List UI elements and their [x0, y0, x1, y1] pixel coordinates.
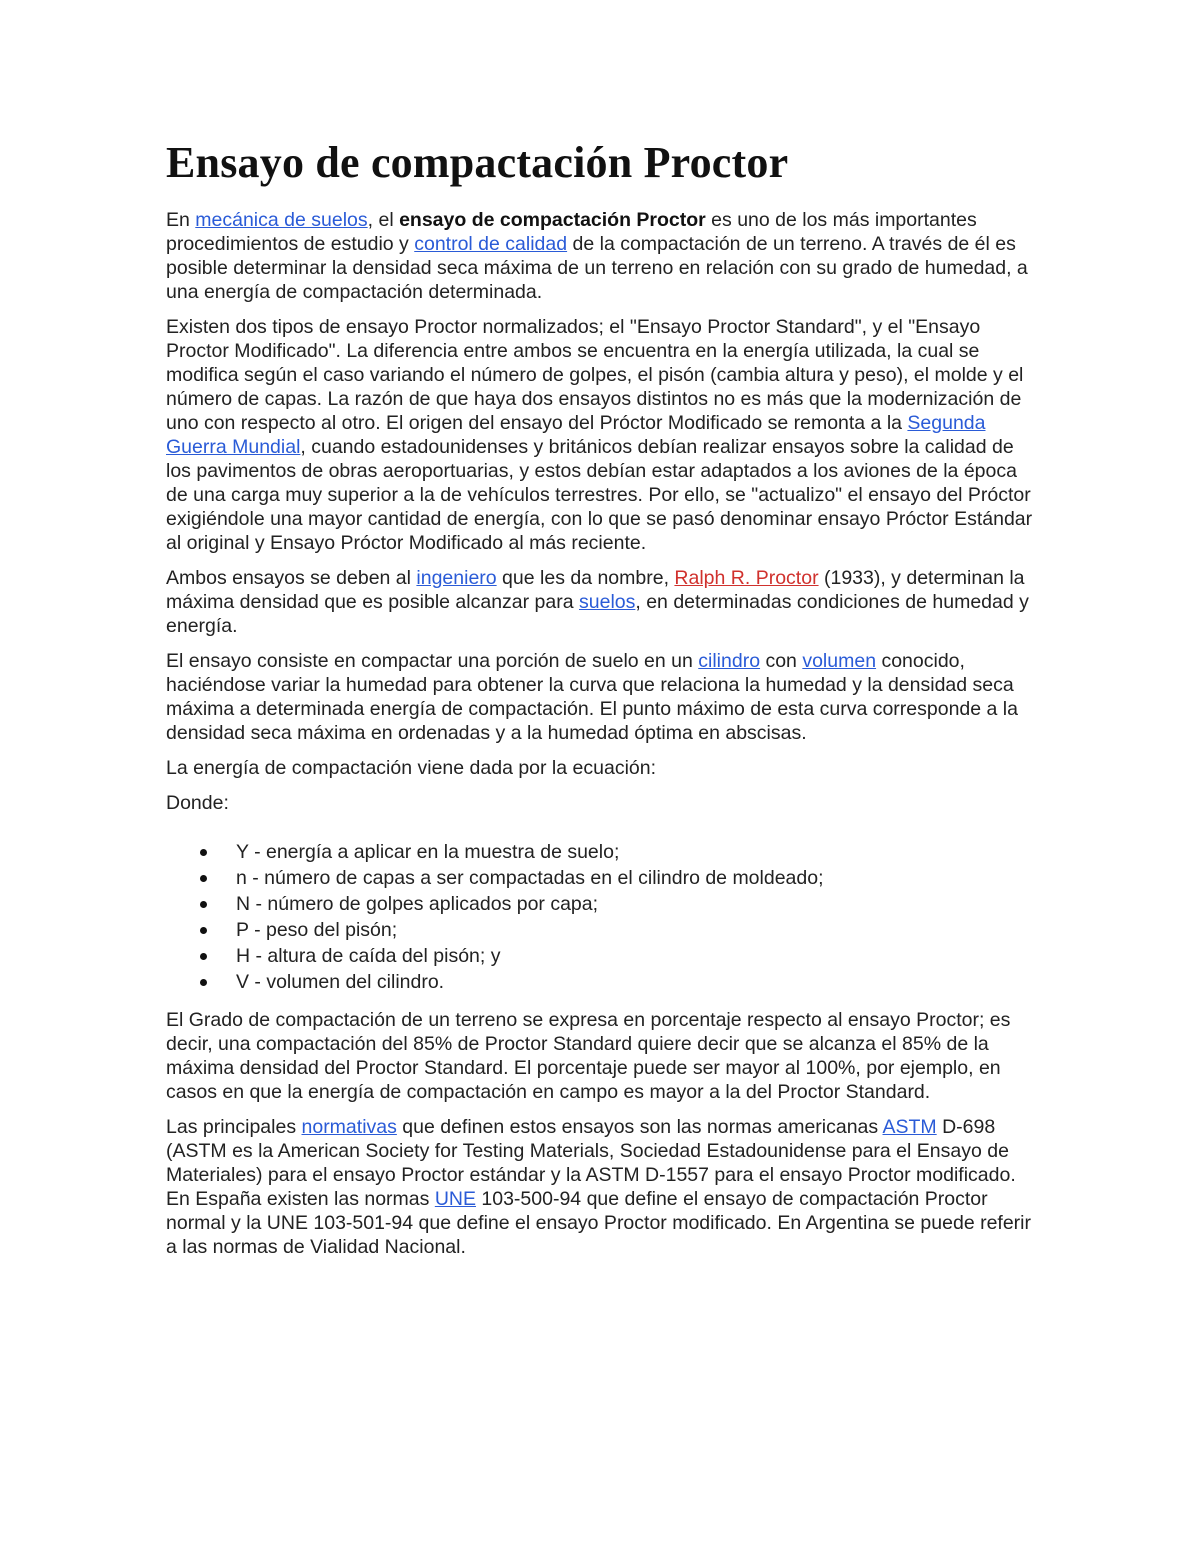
- paragraph-equation: La energía de compactación viene dada por la ecuación:: [166, 757, 657, 779]
- document-page: [166, 138, 1038, 1270]
- link-control-de-calidad[interactable]: control de calidad: [414, 233, 568, 255]
- link-cilindro[interactable]: cilindro: [698, 650, 761, 672]
- link-volumen[interactable]: volumen: [802, 650, 877, 672]
- paragraph-donde: Donde:: [166, 792, 229, 814]
- list-item: V - volumen del cilindro.: [236, 969, 1038, 995]
- link-ralph-proctor[interactable]: Ralph R. Proctor: [674, 567, 819, 589]
- link-segunda-guerra-mundial[interactable]: Segunda Guerra Mundial: [166, 412, 986, 458]
- list-item: n - número de capas a ser compactadas en el cilindro de moldeado;: [236, 865, 1038, 891]
- link-mecanica-de-suelos[interactable]: mecánica de suelos: [195, 209, 368, 231]
- list-item: Y - energía a aplicar en la muestra de suelo;: [236, 839, 1038, 865]
- link-ingeniero[interactable]: ingeniero: [416, 567, 497, 589]
- paragraph-grade: El Grado de compactación de un terreno se expresa en porcentaje respecto al ensayo Proctor; es decir, una compactación del 85% de Proctor Standard quiere decir que se alcanza el 85% de la máxima densidad del Proctor Standard. El porcentaje puede ser mayor al 100%, por ejemplo, en casos en que la energía de compactación en campo es mayor a la del Proctor Standard.: [166, 1009, 1011, 1103]
- paragraph-procedure: El ensayo consiste en compactar una porción de suelo en un cilindro con volumen conocido, haciéndose variar la humedad para obtener la curva que relaciona la humedad y la densidad seca máxima a determinada energía de compactación. El punto máximo de esta curva corresponde a la densidad seca máxima en ordenadas y a la humedad óptima en abscisas.: [166, 650, 1018, 744]
- list-item: H - altura de caída del pisón; y: [236, 943, 1038, 969]
- variables-list: [166, 839, 1038, 995]
- list-item: P - peso del pisón;: [236, 917, 1038, 943]
- paragraph-standards: Las principales normativas que definen estos ensayos son las normas americanas ASTM D-698 (ASTM es la American Society for Testing Materials, Sociedad Estadounidense para el Ensayo de Materiales) para el ensayo Proctor estándar y la ASTM D-1557 para el ensayo Proctor modificado. En España existen las normas UNE 103-500-94 que define el ensayo de compactación Proctor normal y la UNE 103-501-94 que define el ensayo Proctor modificado. En Argentina se puede referir a las normas de Vialidad Nacional.: [166, 1116, 1031, 1258]
- paragraph-types: Existen dos tipos de ensayo Proctor normalizados; el "Ensayo Proctor Standard", y el "Ensayo Proctor Modificado". La diferencia entre ambos se encuentra en la energía utilizada, la cual se modifica según el caso variando el número de golpes, el pisón (cambia altura y peso), el molde y el número de capas. La razón de que haya dos ensayos distintos no es más que la modernización de uno con respecto al otro. El origen del ensayo del Próctor Modificado se remonta a la Segunda Guerra Mundial, cuando estadounidenses y británicos debían realizar ensayos sobre la calidad de los pavimentos de obras aeroportuarias, y estos debían estar adaptados a los aviones de la época de una carga muy superior a la de vehículos terrestres. Por ello, se "actualizo" el ensayo del Próctor exigiéndole una mayor cantidad de energía, con lo que se pasó denominar ensayo Próctor Estándar al original y Ensayo Próctor Modificado al más reciente.: [166, 316, 1033, 554]
- link-suelos[interactable]: suelos: [579, 591, 636, 613]
- link-astm[interactable]: ASTM: [882, 1116, 937, 1138]
- page-title: Ensayo de compactación Proctor: [166, 138, 789, 187]
- link-normativas[interactable]: normativas: [301, 1116, 397, 1138]
- bold-term: ensayo de compactación Proctor: [399, 209, 706, 231]
- link-une[interactable]: UNE: [434, 1188, 476, 1210]
- paragraph-intro: En mecánica de suelos, el ensayo de compactación Proctor es uno de los más importantes procedimientos de estudio y control de calidad de la compactación de un terreno. A través de él es posible determinar la densidad seca máxima de un terreno en relación con su grado de humedad, a una energía de compactación determinada.: [166, 209, 1028, 303]
- paragraph-origin: Ambos ensayos se deben al ingeniero que les da nombre, Ralph R. Proctor (1933), y determinan la máxima densidad que es posible alcanzar para suelos, en determinadas condiciones de humedad y energía.: [166, 567, 1029, 637]
- list-item: N - número de golpes aplicados por capa;: [236, 891, 1038, 917]
